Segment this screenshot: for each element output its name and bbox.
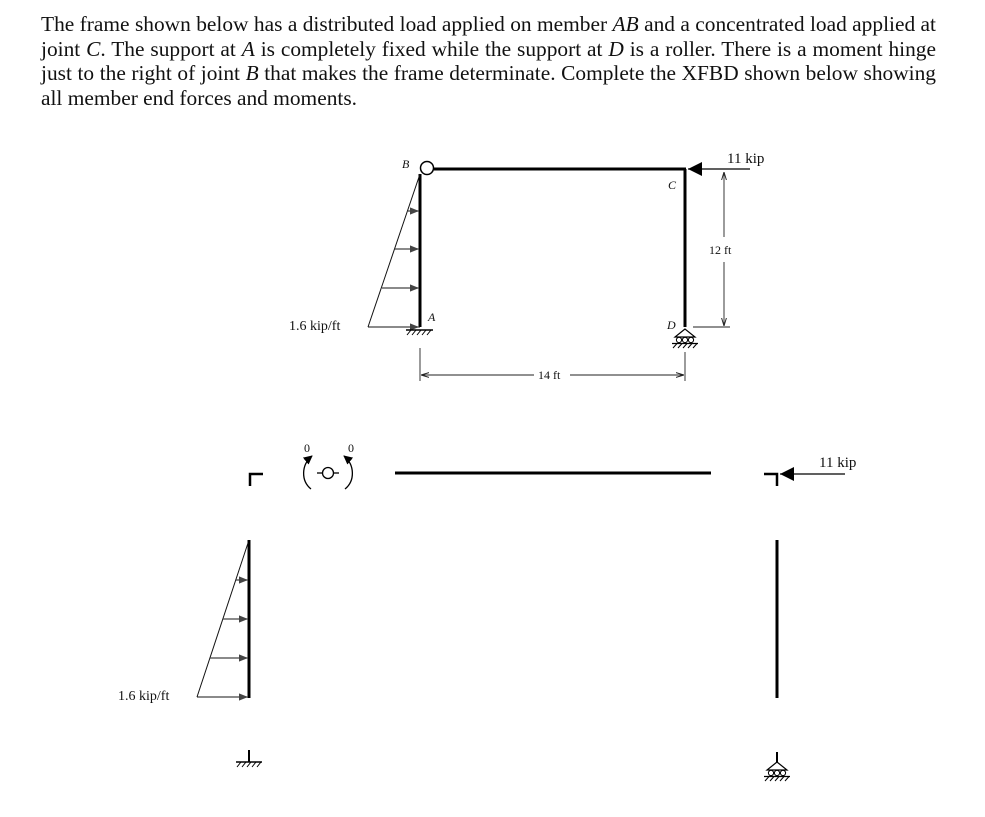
support-d-ref: D [608,36,624,61]
joint-b-corner [250,474,263,486]
problem-text: . The support at [100,36,242,61]
xfbd-fixed-support-a [236,750,262,767]
xfbd-dist-load-label: 1.6 kip/ft [118,689,170,704]
moment-arrow-left [304,456,312,489]
xfbd-point-load-label: 11 kip [819,455,857,471]
span-dim-label: 14 ft [538,368,561,382]
xfbd-distributed-load [197,543,248,697]
joint-c-ref: C [86,36,101,61]
joint-c-corner [764,474,777,486]
hinge-moment-left-label: 0 [304,441,310,455]
joint-b-label: B [402,157,410,171]
point-load-label: 11 kip [727,151,765,167]
dist-load-label: 1.6 kip/ft [289,319,341,334]
support-a-ref: A [241,36,255,61]
fixed-support-a [406,330,433,335]
problem-text: is completely fixed while the support at [254,36,609,61]
distributed-load [368,174,420,327]
moment-arrow-right [344,456,352,489]
xfbd [118,441,856,781]
joint-c-label: C [668,178,677,192]
problem-text: is a roller. There is a moment hinge just to the right of joint [41,36,936,86]
hinge-moment-right-label: 0 [348,441,354,455]
hinge-free-body [304,456,353,489]
frame-structure [289,151,764,382]
xfbd-roller-support-d [764,752,790,781]
hinge-b [421,162,434,175]
problem-text: that makes the frame determinate. Complete the XFBD shown below showing all member end forces and moments. [41,61,937,110]
member-ab-ref: AB [612,12,639,36]
joint-a-label: A [428,310,436,324]
problem-text: and a concentrated load applied at joint [41,12,936,61]
problem-text: The frame shown below has a distributed load applied on member [41,12,613,36]
joint-d-label: D [667,318,676,332]
joint-b-ref: B [245,61,259,86]
height-dim-label: 12 ft [709,243,732,257]
roller-support-d [672,329,698,348]
